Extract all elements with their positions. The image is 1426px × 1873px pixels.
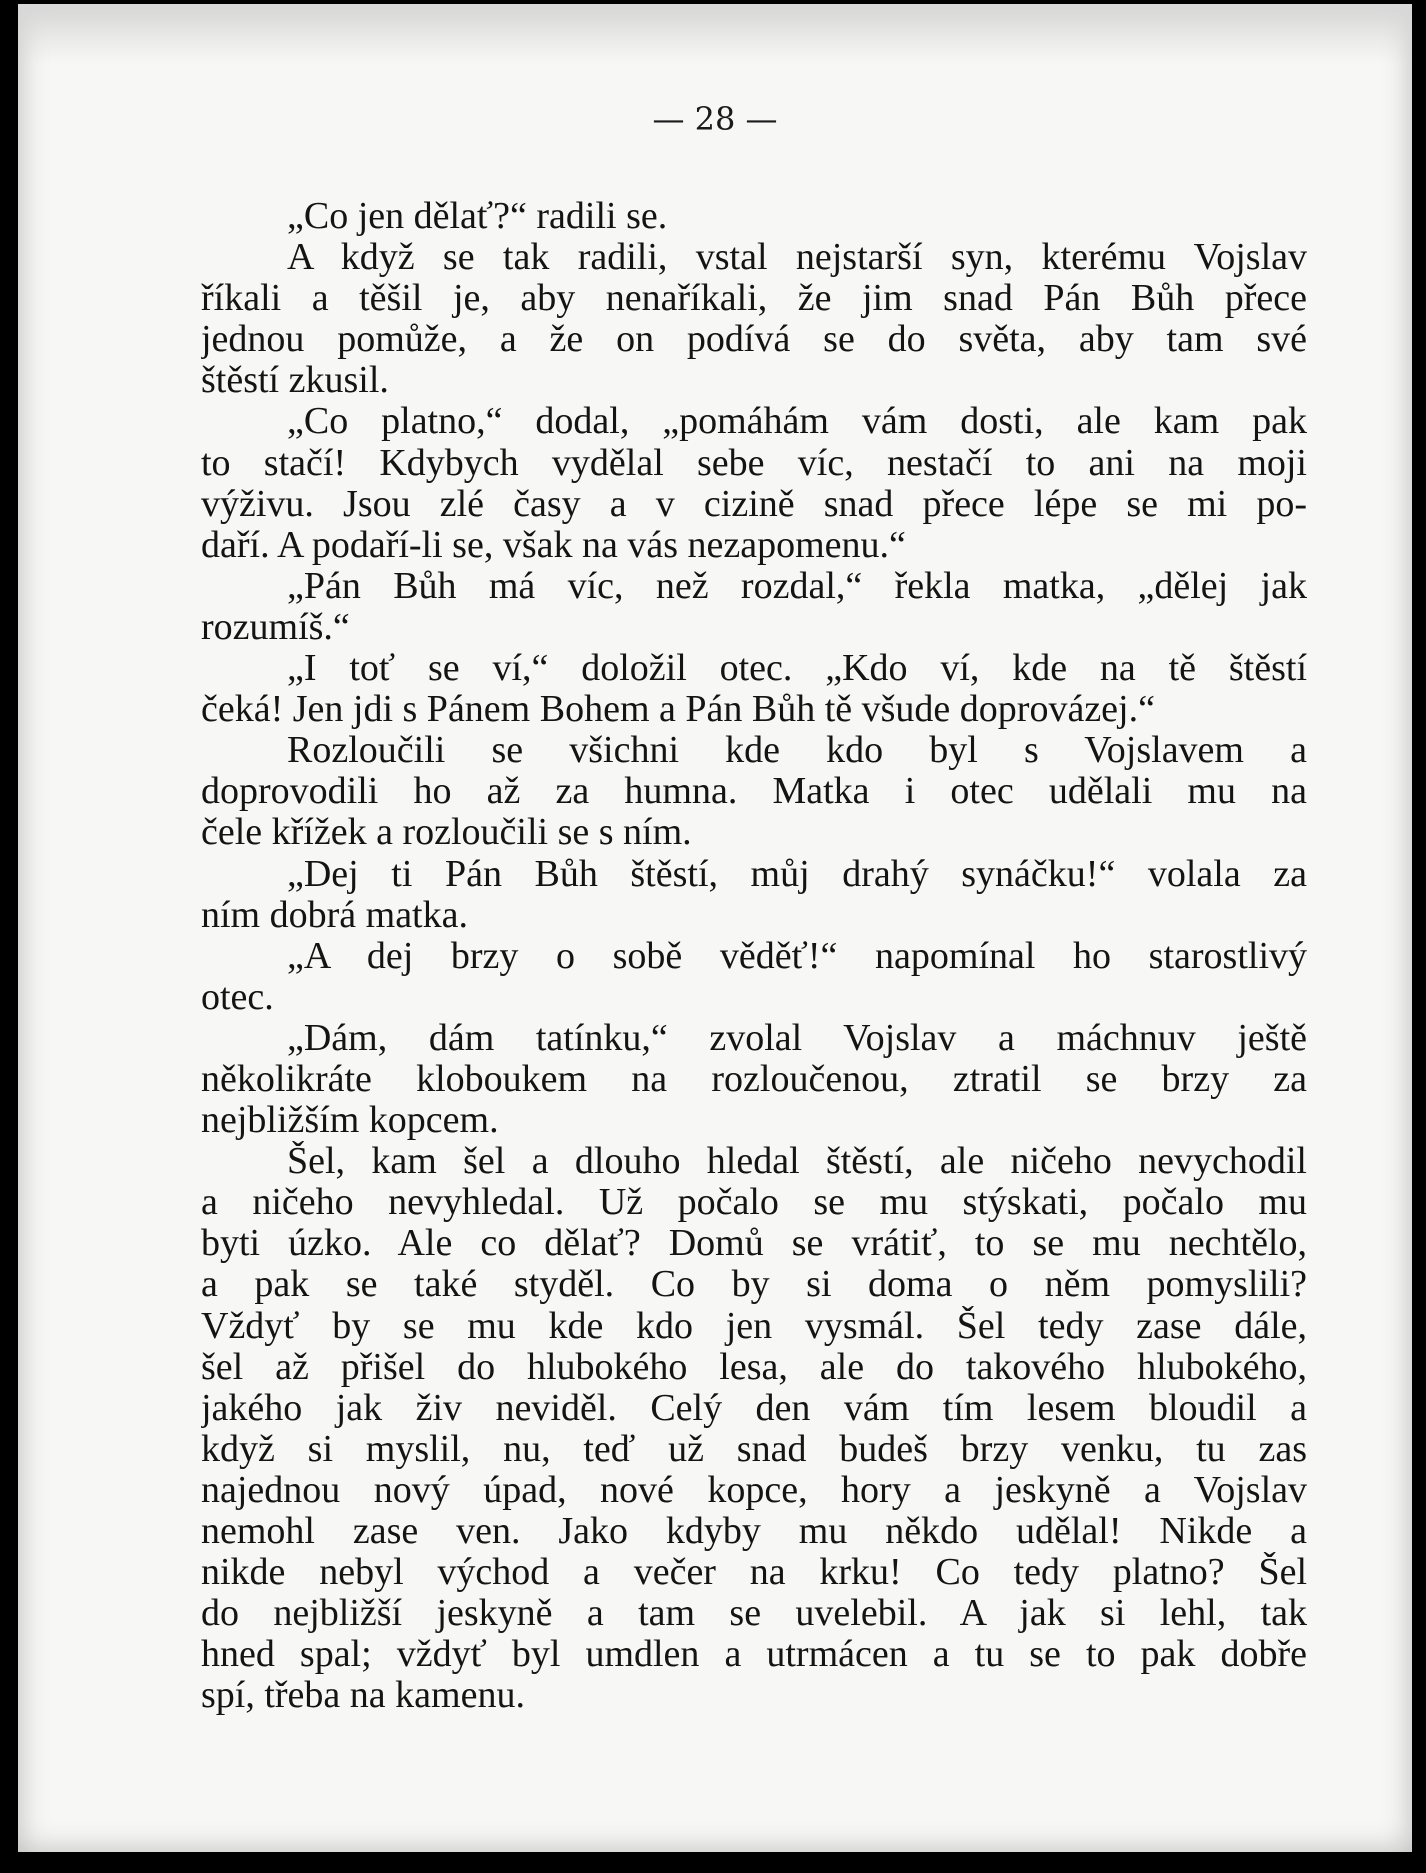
text-line: šel až přišel do hlubokého lesa, ale do takového hlubokého, [201,1346,1307,1388]
text-line: Vždyť by se mu kde kdo jen vysmál. Šel tedy zase dále, [201,1305,1307,1347]
body-text [201,196,1307,1716]
text-line: otec. [201,976,274,1018]
text-line: „Dám, dám tatínku,“ zvolal Vojslav a máchnuv ještě [287,1017,1307,1059]
text-line: „A dej brzy o sobě věděť!“ napomínal ho starostlivý [287,935,1307,977]
text-line: „Dej ti Pán Bůh štěstí, můj drahý synáčku!“ volala za [287,853,1307,895]
text-line: nejbližším kopcem. [201,1100,499,1142]
page-number: — 28 — [652,100,778,138]
page-top-shadow [18,4,1412,64]
text-line: nikde nebyl východ a večer na krku! Co tedy platno? Šel [201,1552,1307,1594]
text-line: „Co platno,“ dodal, „pomáhám vám dosti, ale kam pak [287,401,1307,443]
text-line: „I toť se ví,“ doložil otec. „Kdo ví, kde na tě štěstí [287,648,1307,690]
text-line: výživu. Jsou zlé časy a v cizině snad přece lépe se mi po- [201,483,1307,525]
text-line: a pak se také styděl. Co by si doma o něm pomyslili? [201,1264,1307,1306]
text-line: najednou nový úpad, nové kopce, hory a jeskyně a Vojslav [201,1469,1307,1511]
text-line: říkali a těšil je, aby nenaříkali, že jim snad Pán Bůh přece [201,278,1307,320]
text-line: Rozloučili se všichni kde kdo byl s Vojslavem a [287,730,1307,772]
text-line: byti úzko. Ale co dělať? Domů se vrátiť, to se mu nechtělo, [201,1223,1307,1265]
text-line: jednou pomůže, a že on podívá se do světa, aby tam své [201,319,1307,361]
text-line: spí, třeba na kamenu. [201,1675,525,1717]
text-line: a ničeho nevyhledal. Už počalo se mu stýskati, počalo mu [201,1182,1307,1224]
book-page [18,4,1412,1852]
text-line: doprovodili ho až za humna. Matka i otec udělali mu na [201,771,1307,813]
text-line: čele křížek a rozloučili se s ním. [201,812,692,854]
text-line: štěstí zkusil. [201,360,389,402]
text-line: jakého jak živ neviděl. Celý den vám tím lesem bloudil a [201,1387,1307,1429]
text-line: Šel, kam šel a dlouho hledal štěstí, ale ničeho nevychodil [287,1141,1307,1183]
text-line: několikráte kloboukem na rozloučenou, ztratil se brzy za [201,1058,1307,1100]
text-line: čeká! Jen jdi s Pánem Bohem a Pán Bůh tě všude doprovázej.“ [201,689,1155,731]
text-line: když si myslil, nu, teď už snad budeš brzy venku, tu zas [201,1428,1307,1470]
text-line: do nejbližší jeskyně a tam se uvelebil. A jak si lehl, tak [201,1593,1307,1635]
text-line: nemohl zase ven. Jako kdyby mu někdo udělal! Nikde a [201,1511,1307,1552]
text-line: to stačí! Kdybych vydělal sebe víc, nestačí to ani na moji [201,442,1307,484]
text-line: A když se tak radili, vstal nejstarší syn, kterému Vojslav [287,237,1307,279]
text-line: „Pán Bůh má víc, než rozdal,“ řekla matka, „dělej jak [287,565,1307,607]
text-line: hned spal; vždyť byl umdlen a utrmácen a tu se to pak dobře [201,1634,1307,1676]
text-line: rozumíš.“ [201,606,350,648]
text-line: ním dobrá matka. [201,894,468,936]
text-line: daří. A podaří-li se, však na vás nezapomenu.“ [201,524,906,566]
text-line: „Co jen dělať?“ radili se. [287,196,668,237]
